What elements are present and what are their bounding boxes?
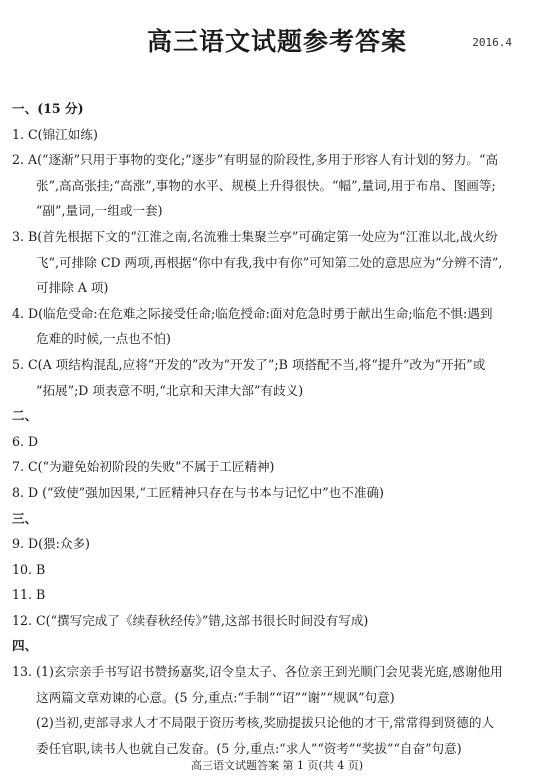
page-header [0,20,554,60]
answer-content [12,96,542,761]
answer-continuation: 这两篇文章劝谏的心意。(5 分,重点:“手制”“诏”“谢”“规讽”句意) [36,689,395,705]
answer-continuation: 张”,高高张挂;“高涨”,事物的水平、规模上升得很快。“幅”,量词,用于布帛、图画等; [36,177,496,193]
answer-item: 13. (1)玄宗亲手书写诏书赞扬嘉奖,诏令皇太子、各位亲王到光顺门会见裴光庭,感谢他用 [12,664,503,680]
answer-continuation: (2)当初,吏部寻求人才不局限于资历考核,奖励提拔只论他的才干,常常得到贤德的人 [36,715,495,731]
answer-item: 6. D [12,433,39,449]
answer-continuation: 可排除 A 项) [36,280,109,296]
section-heading: 三、 [12,510,38,526]
answer-item: 4. D(临危受命:在危难之际接受任命;临危授命:面对危急时勇于献出生命;临危不惧:遇到 [12,305,493,321]
section-heading: 四、 [12,638,38,654]
answer-item: 8. D (“致使”强加因果,“工匠精神只存在与书本与记忆中”也不准确) [12,484,384,500]
section-heading: 一、(15 分) [12,101,84,116]
answer-continuation: “拓展”;D 项表意不明,“北京和天津大部”有歧义) [36,382,304,398]
answer-item: 3. B(首先根据下文的“江淮之南,名流雅士集聚兰亭”可确定第一处应为“江淮以北,战火纷 [12,228,498,244]
answer-continuation: 飞”,可排除 CD 两项,再根据“你中有我,我中有你”可知第二处的意思应为“分辨不清”, [36,254,503,270]
page-footer: 高三语文试题答案 第 1 页(共 4 页) [190,759,364,772]
answer-item: 1. C(锦江如练) [12,126,98,142]
answer-item: 12. C(“撰写完成了《续春秋经传》”错,这部书很长时间没有写成) [12,612,369,628]
answer-item: 9. D(猥:众多) [12,536,90,552]
answer-item: 11. B [12,587,46,603]
answer-item: 7. C(“为避免始初阶段的失败”不属于工匠精神) [12,459,275,475]
date-label: 2016.4 [472,36,512,49]
answer-item: 2. A(“逐渐”只用于事物的变化;“逐步”有明显的阶段性,多用于形容人有计划的努力。“高 [12,152,499,168]
answer-item: 10. B [12,561,46,577]
answer-continuation: 委任官职,读书人也就自己发奋。(5 分,重点:“求人”“资考”“奖拔”“自奋”句意) [36,740,462,756]
answer-item: 5. C(A 项结构混乱,应将“开发的”改为“开发了”;B 项搭配不当,将“提升”改为“开拓”或 [12,356,486,372]
section-heading: 二、 [12,408,38,424]
answer-continuation: “副”,量词,一组或一套) [36,203,163,219]
page-title: 高三语文试题参考答案 [146,27,407,56]
answer-continuation: 危难的时候,一点也不怕) [36,331,171,347]
